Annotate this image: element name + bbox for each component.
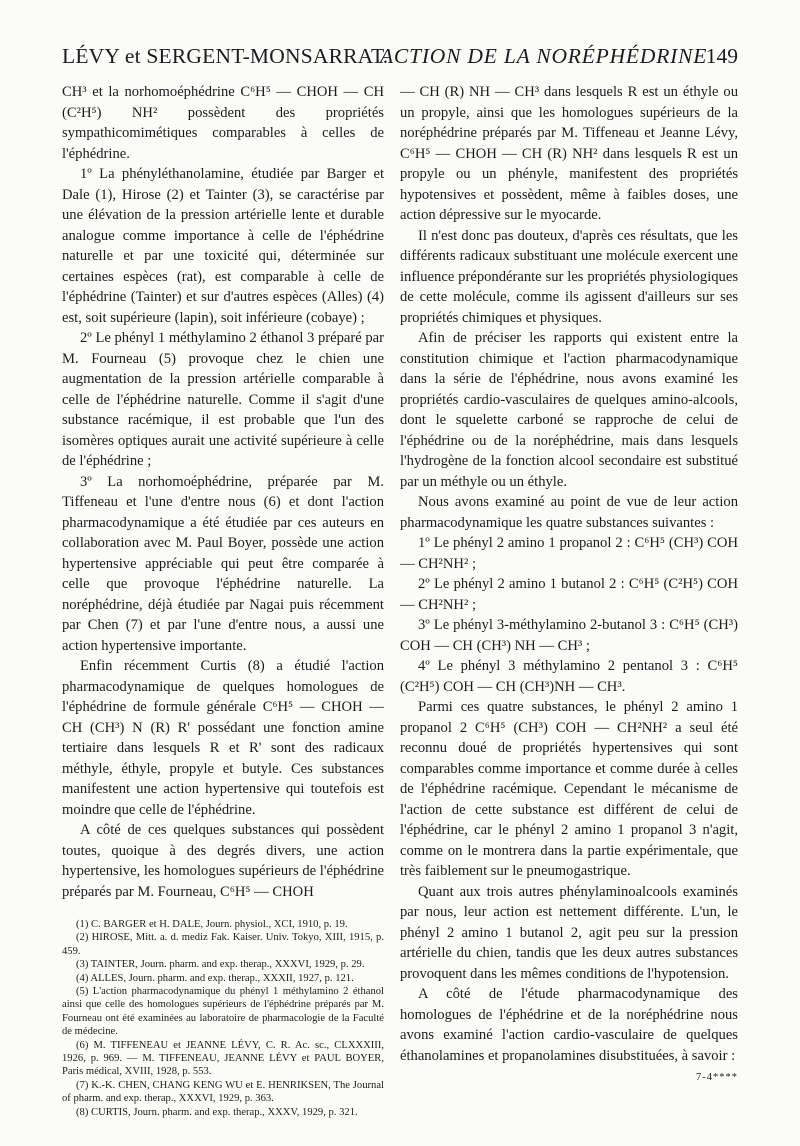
footnotes (62, 918, 384, 1119)
paragraph: — CH (R) NH — CH³ dans lesquels R est un éthyle ou un propyle, ainsi que les homologues supérieurs de la noréphédrine préparés par M. Tiffeneau et Jeanne Lévy, C⁶H⁵ — CHOH — CH (R) NH² dans lesquels R est un propyle ou un phényle, manifestent des propriétés hypotensives et possèdent, même à faibles doses, une action dépressive sur le myocarde. (400, 84, 738, 223)
paragraph: 2º Le phényl 1 méthylamino 2 éthanol 3 préparé par M. Fourneau (5) provoque chez le chien une augmentation de la pression artérielle comparable à celle de l'éphédrine naturelle. Comme il s'agit d'une substance racémique, il est probable que l'un des isomères optiques aurait une activité supérieure à celle de l'éphédrine ; (62, 330, 385, 469)
paragraph: 3º La norhomoéphédrine, préparée par M. Tiffeneau et l'une d'entre nous (6) et dont l'action pharmacodynamique a été étudiée par ces auteurs en collaboration avec M. Paul Boyer, possède une action hypertensive appréciable qui peut être comparée à celle que provoque l'éphédrine naturelle. La noréphédrine, déjà étudiée par Nagai puis récemment par Chen (7) et par l'une d'entre nous, a aussi une action hypertensive importante. (62, 473, 384, 654)
right-column (400, 82, 738, 1083)
footnote: (1) C. BARGER et H. DALE, Journ. physiol., XCI, 1910, p. 19. (76, 919, 348, 930)
paragraph: Il n'est donc pas douteux, d'après ces résultats, que les différents radicaux substituant une molécule exercent une influence prépondérante sur les propriétés physiologiques de cette molécule, comme ils agissent d'ailleurs sur ses propriétés chimiques et physiques. (400, 227, 738, 326)
running-header (62, 44, 738, 74)
footnote: (2) HIROSE, Mitt. a. d. mediz Fak. Kaiser. Univ. Tokyo, XIII, 1915, p. 459. (62, 932, 384, 957)
paragraph: CH³ et la norhomoéphédrine C⁶H⁵ — CHOH — CH (C²H⁵) NH² possèdent des propriétés sympathicomimétiques comparables à celles de l'éphédrine. (62, 84, 384, 162)
footnote: (5) L'action pharmacodynamique du phényl 1 méthylamino 2 éthanol ainsi que celle des homologues supérieurs de l'éphédrine préparés par M. Fourneau ont été examinées au laboratoire de pharmacologie de la Faculté de médecine. (62, 986, 384, 1038)
paragraph: Afin de préciser les rapports qui existent entre la constitution chimique et l'action pharmacodynamique dans la série de l'éphédrine, nous avons examiné les propriétés cardio-vasculaires de quelques amino-alcools, dont le squelette carboné se rapproche de celui de l'éphédrine ou de la noréphédrine, mais dans lesquels l'hydrogène de la fonction alcool secondaire est substitué par un méthyle ou un éthyle. (400, 330, 738, 490)
paragraph: A côté de ces quelques substances qui possèdent toutes, quoique à des degrés divers, une action hypertensive, les homologues supérieurs de l'éphédrine préparés par M. Fourneau, C⁶H⁵ — CHOH (62, 822, 384, 900)
footnote: (8) CURTIS, Journ. pharm. and exp. therap., XXXV, 1929, p. 321. (76, 1106, 358, 1118)
list-item: 4º Le phényl 3 méthylamino 2 pentanol 3 : C⁶H⁵ (C²H⁵) COH — CH (CH³)NH — CH³. (400, 658, 738, 695)
list-item: 2º Le phényl 2 amino 1 butanol 2 : C⁶H⁵ (C²H⁵) COH — CH²NH² ; (400, 576, 738, 613)
paragraph: Quant aux trois autres phénylaminoalcools examinés par nous, leur action est nettement différente. L'un, le phényl 2 amino 1 butanol 2, agit peu sur la pression artérielle du chien, tandis que les deux autres substances provoquent dans les mêmes conditions de l'hypotension. (400, 883, 738, 982)
footnote: (4) ALLES, Journ. pharm. and exp. therap., XXXII, 1927, p. 121. (76, 972, 354, 984)
paragraph: 1º La phényléthanolamine, étudiée par Barger et Dale (1), Hirose (2) et Tainter (3), se caractérise par une élévation de la pression artérielle lente et durable analogue comme importance à celle de l'éphédrine naturelle et par une toxicité qui, déterminée sur certaines espèces (rat), est comparable à celle de l'éphédrine (Tainter) et sur d'autres espèces (Alles) (4) est, soit supérieure (lapin), soit inférieure (cobaye) ; (62, 166, 384, 326)
paragraph: A côté de l'étude pharmacodynamique des homologues de l'éphédrine et de la noréphédrine nous avons examiné l'action cardio-vasculaire de quelques éthanolamines et propanolamines disubstituées, à savoir : (400, 986, 738, 1064)
paragraph: Enfin récemment Curtis (8) a étudié l'action pharmacodynamique de quelques homologues de l'éphédrine de formule générale C⁶H⁵ — CHOH — CH (CH³) N (R) R' possédant une fonction amine tertiaire dans lesquels R et R' sont des radicaux méthyle, éthyle, propyle et butyle. Ces substances manifestent une action hypertensive qui toutefois est moindre que celle de l'éphédrine. (62, 658, 384, 818)
paragraph: Parmi ces quatre substances, le phényl 2 amino 1 propanol 2 C⁶H⁵ (CH³) COH — CH²NH² a seul été reconnu doué de propriétés hypertensives qui sont comparables comme importance et comme durée à celles de l'éphédrine racémique. Cependant le mécanisme de l'action de cette substance est différent de celui de l'éphédrine, car le phényl 2 amino 1 propanol 3 n'agit, comme on le montrera dans la partie expérimentale, que très faiblement sur le pneumogastrique. (400, 699, 738, 879)
header-title: ACTION DE LA NORÉPHÉDRINE (380, 44, 708, 68)
footnote: (3) TAINTER, Journ. pharm. and exp. therap., XXXVI, 1929, p. 29. (76, 959, 365, 971)
left-column (62, 82, 384, 1119)
list-item: 3º Le phényl 3-méthylamino 2-butanol 3 : C⁶H⁵ (CH³) COH — CH (CH³) NH — CH³ ; (400, 617, 738, 654)
paragraph: Nous avons examiné au point de vue de leur action pharmacodynamique les quatre substances suivantes : (400, 494, 738, 531)
list-item: 1º Le phényl 2 amino 1 propanol 2 : C⁶H⁵ (CH³) COH — CH²NH² ; (400, 535, 738, 572)
footnote: (6) M. TIFFENEAU et JEANNE LÉVY, C. R. Ac. sc., CLXXXIII, 1926, p. 969. — M. TIFFENEAU, JEANNE LÉVY et PAUL BOYER, Paris médical, XVIII, 1928, p. 553. (62, 1039, 384, 1078)
page-number: 149 (705, 44, 738, 68)
printer-signature: 7-4**** (696, 1072, 738, 1083)
header-authors: LÉVY et SERGENT-MONSARRAT. (62, 44, 389, 68)
footnote: (7) K.-K. CHEN, CHANG KENG WU et E. HENRIKSEN, The Journal of pharm. and exp. therap., XXXVI, 1929, p. 363. (62, 1079, 384, 1105)
